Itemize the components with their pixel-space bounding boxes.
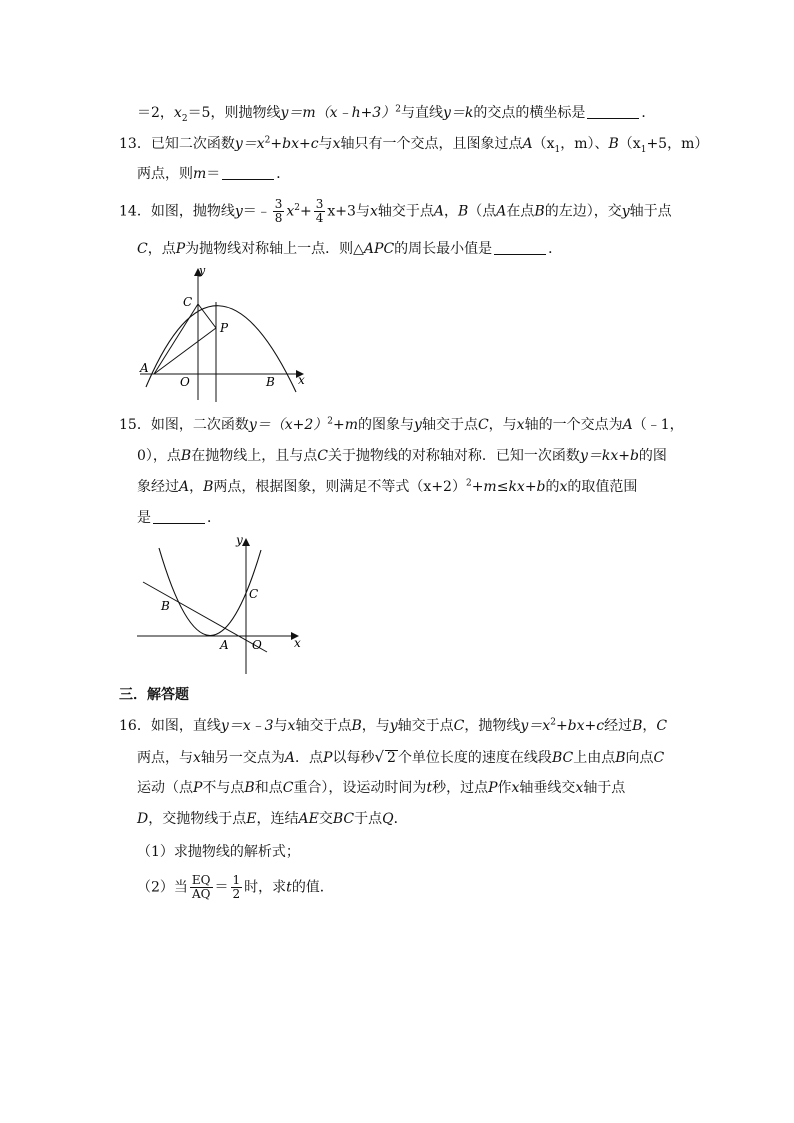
fraction-3-4: $\frac{3}{4}$ xyxy=(315,197,324,225)
fraction-1-2: $\frac{1}{2}$ xyxy=(232,873,241,901)
q14-line2: C，点P为抛物线对称轴上一点．则△APC的周长最小值是 ． xyxy=(137,241,563,257)
q16-line3: 运动（点P不与点B和点C重合），设运动时间为t秒，过点P作x轴垂线交x轴于点 xyxy=(137,780,626,796)
section-title: 三．解答题 xyxy=(119,687,189,703)
label-b: B xyxy=(266,375,275,389)
q16-line2: 两点，与x轴另一交点为A．点P以每秒√ 2 个单位长度的速度在线段BC上由点B向点C xyxy=(137,748,665,766)
label-b: B xyxy=(161,599,170,613)
q13-line2: 两点，则m＝ ． xyxy=(137,166,291,182)
answer-blank xyxy=(587,104,639,119)
fraction-3-8: $\frac{3}{8}$ xyxy=(274,197,283,225)
q16-line1: 16．如图，直线y＝x﹣3与x轴交于点B，与y轴交于点C，抛物线$y=x^2+bx+c$经过B，C xyxy=(119,717,668,734)
label-y: y xyxy=(236,533,243,547)
q16-line4: D，交抛物线于点E，连结AE交BC于点Q． xyxy=(137,811,408,827)
figure-14-parabola xyxy=(136,262,316,402)
label-x: x xyxy=(298,373,305,387)
label-y: y xyxy=(199,264,206,277)
q15-line3: 象经过A，B两点，根据图象，则满足不等式$(x+2)^2+m\le kx+b$的x的取值范围 xyxy=(137,478,638,495)
q15-line2: 0），点B在抛物线上，且与点C关于抛物线的对称轴对称．已知一次函数y＝kx+b的图 xyxy=(137,448,667,464)
label-x: x xyxy=(294,636,301,650)
answer-blank xyxy=(494,240,546,255)
answer-blank xyxy=(153,509,205,524)
label-c: C xyxy=(249,587,259,601)
label-o: O xyxy=(252,638,262,652)
q14-line1: 14．如图，抛物线y＝﹣ $\frac{3}{8}$ $x^2+$ $\frac{3}{4}$ x+3与x轴交于点A，B（点A在点B的左边），交y轴于点 xyxy=(119,197,672,225)
segment-ac xyxy=(154,304,198,374)
label-a: A xyxy=(220,638,229,652)
label-c: C xyxy=(183,295,193,309)
label-p: P xyxy=(220,321,229,335)
q15-line1: 15．如图，二次函数$y=(x+2)^2+m$的图象与y轴交于点C，与x轴的一个交点为A（﹣1， xyxy=(119,416,684,433)
q15-line4: 是 ． xyxy=(137,510,221,526)
y-axis-arrow-icon xyxy=(242,538,250,546)
label-o: O xyxy=(180,375,190,389)
q13-line1: 13．已知二次函数$y=x^2+bx+c$与x轴只有一个交点，且图象过点$A(x_1$，m）、$B(x_1+5$，m） xyxy=(119,135,709,155)
q12-continuation: ＝2，$x_2=5$，则抛物线y＝m（x﹣h+3）$^2$与直线y＝k的交点的横坐标是 ． xyxy=(137,104,656,124)
q16-sub1: （1）求抛物线的解析式； xyxy=(137,844,300,860)
q16-sub2: （2）当 $\frac{EQ}{AQ}$ ＝ $\frac{1}{2}$ 时，求t的值． xyxy=(137,873,334,901)
sqrt-icon: √ xyxy=(374,748,385,766)
fraction-eq-aq: $\frac{EQ}{AQ}$ xyxy=(191,873,211,901)
answer-blank xyxy=(222,165,274,180)
label-a: A xyxy=(140,361,149,375)
figure-15-parabola xyxy=(135,532,307,676)
